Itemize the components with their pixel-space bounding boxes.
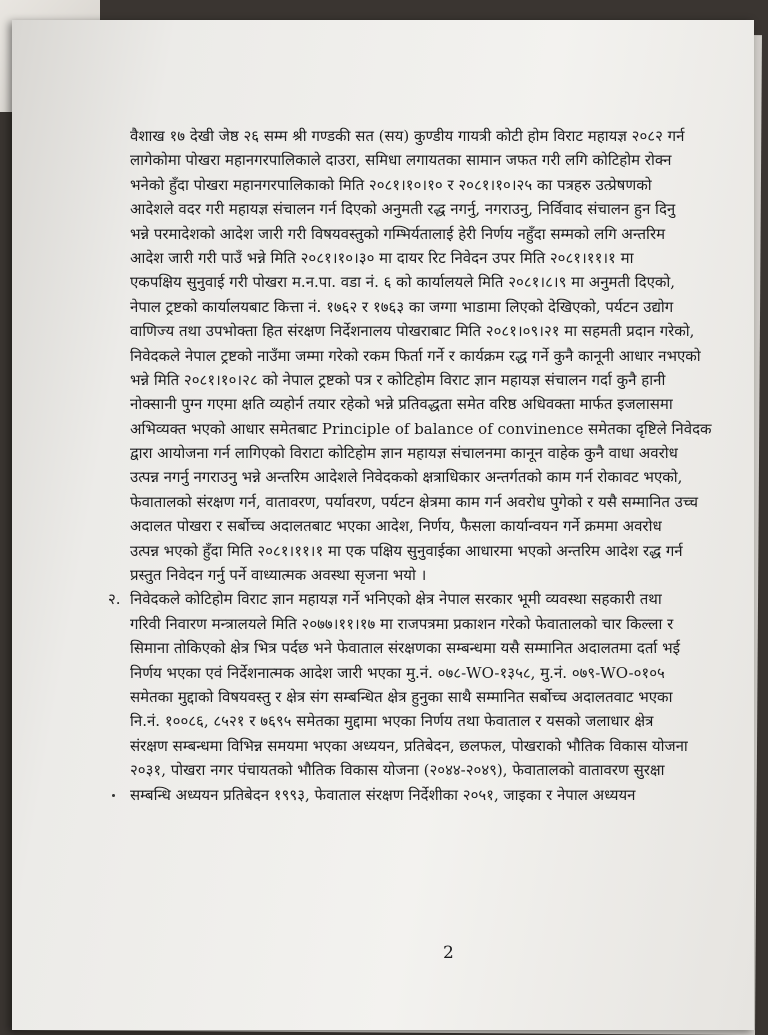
text-line: निर्णय भएका एवं निर्देशनात्मक आदेश जारी भएका मु.नं. ०७८-WO-१३५८, मु.नं. ०७९-WO-०१०५ [130, 663, 665, 682]
text-line: अभिव्यक्त भएको आधार समेतबाट Principle of balance of convinence समेतका दृष्टिले निवेदक [130, 419, 712, 438]
text-line: द्वारा आयोजना गर्न लागिएको विराटा कोटिहोम ज्ञान महायज्ञ संचालनमा कानून वाहेक कुनै वाधा अवरोध [130, 444, 678, 463]
text-line: समेतका मुद्दाको विषयवस्तु र क्षेत्र संग सम्बन्धित क्षेत्र हुनुका साथै सम्मानित सर्बोच्च अदालतवाट भएका [130, 687, 673, 706]
numbered-item-first-line [108, 587, 750, 611]
text-line: उत्पन्न नगर्नु नगराउनु भन्ने अन्तरिम आदेशले निवेदकको क्षत्राधिकार अन्तर्गतको काम गर्न रोकावट भएको, [130, 468, 683, 487]
text-line: नि.नं. १००८६, ८५२१ र ७६९५ समेतका मुद्दामा भएका निर्णय तथा फेवाताल र यसको जलाधार क्षेत्र [130, 712, 654, 731]
text-line: भन्ने मिति २०८१।१०।२८ को नेपाल ट्रष्टको पत्र र कोटिहोम विराट ज्ञान महायज्ञ संचालन गर्दा कुनै हानी [130, 370, 666, 389]
item-number: २. [108, 590, 121, 609]
document-body [108, 124, 750, 807]
text-line: गरिवी निवारण मन्त्रालयले मिति २०७७।११।१७ मा राजपत्रमा प्रकाशन गरेको फेवातालको चार किल्ला र [130, 614, 674, 633]
text-line: आदेशले वदर गरी महायज्ञ संचालन गर्न दिएको अनुमती रद्ध नगर्नु, नगराउनु, निर्विवाद संचालन हुन दिनु [130, 200, 676, 219]
text-line: सिमाना तोकिएको क्षेत्र भित्र पर्दछ भने फेवाताल संरक्षणका सम्बन्धमा यसै सम्मानित अदालतमा दर्ता भई [130, 639, 680, 658]
text-line: प्रस्तुत निवेदन गर्नु पर्ने वाध्यात्मक अवस्था सृजना भयो । [130, 566, 427, 585]
text-line: निवेदकले कोटिहोम विराट ज्ञान महायज्ञ गर्ने भनिएको क्षेत्र नेपाल सरकार भूमी व्यवस्था सहकारी तथा [130, 590, 662, 609]
text-line: अदालत पोखरा र सर्बोच्च अदालतबाट भएका आदेश, निर्णय, फैसला कार्यान्वयन गर्ने क्रममा अवरोध [130, 517, 662, 536]
text-line: वाणिज्य तथा उपभोक्ता हित संरक्षण निर्देशनालय पोखराबाट मिति २०८१।०९।२१ मा सहमती प्रदान गरेको, [130, 322, 695, 341]
text-line: संरक्षण सम्बन्धमा विभिन्न समयमा भएका अध्ययन, प्रतिबेदन, छलफल, पोखराको भौतिक विकास योजना [130, 736, 688, 755]
margin-dot [112, 794, 115, 797]
text-line: सम्बन्धि अध्ययन प्रतिबेदन १९९३, फेवाताल संरक्षण निर्देशीका २०५१, जाइका र नेपाल अध्ययन [130, 785, 636, 804]
text-line: भन्ने परमादेशको आदेश जारी गरी विषयवस्तुको गम्भिर्यतालाई हेरी निर्णय नहुँदा सम्मको लगि अन्तरिम [130, 224, 666, 243]
text-line: उत्पन्न भएको हुँदा मिति २०८१।११।१ मा एक पक्षिय सुनुवाईका आधारमा भएको अन्तरिम आदेश रद्ध गर्न [130, 541, 683, 560]
text-line: वैशाख १७ देखी जेष्ठ २६ सम्म श्री गण्डकी सत (सय) कुण्डीय गायत्री कोटी होम विराट महायज्ञ २०८२ गर्न [130, 127, 685, 145]
text-line: भनेको हुँदा पोखरा महानगरपालिकाको मिति २०८१।१०।१० र २०८१।१०।२५ का पत्रहरु उत्प्रेषणको [130, 175, 652, 194]
text-line: फेवातालको संरक्षण गर्न, वातावरण, पर्यावरण, पर्यटन क्षेत्रमा काम गर्न अवरोध पुगेको र यसै सम्मानित उच्च [130, 492, 699, 511]
text-line: नोक्सानी पुग्न गएमा क्षति व्यहोर्न तयार रहेको भन्ने प्रतिवद्धता समेत वरिष्ठ अधिवक्ता मार्फत इजलासमा [130, 395, 673, 414]
text-line: आदेश जारी गरी पाउँ भन्ने मिति २०८१।१०।३० मा दायर रिट निवेदन उपर मिति २०८१।११।१ मा [130, 248, 634, 267]
text-line [130, 783, 750, 807]
text-line: लागेकोमा पोखरा महानगरपालिकाले दाउरा, समिधा लगायतका सामान जफत गरी लगि कोटिहोम रोक्न [130, 151, 672, 170]
text-line: २०३१, पोखरा नगर पंचायतको भौतिक विकास योजना (२०४४-२०४९), फेवातालको वातावरण सुरक्षा [130, 761, 665, 780]
text-line: निवेदकले नेपाल ट्रष्टको नाउँमा जम्मा गरेको रकम फिर्ता गर्ने र कार्यक्रम रद्ध गर्ने कुनै कानूनी आधार नभएको [130, 346, 701, 365]
text-line: एकपक्षिय सुनुवाई गरी पोखरा म.न.पा. वडा नं. ६ को कार्यालयले मिति २०८१।८।९ मा अनुमती दिएको, [130, 273, 676, 292]
text-line: नेपाल ट्रष्टको कार्यालयबाट कित्ता नं. १७६२ र १७६३ का जग्गा भाडामा लिएको देखिएको, पर्यटन उद्योग [130, 297, 674, 316]
page-number: 2 [443, 943, 454, 963]
